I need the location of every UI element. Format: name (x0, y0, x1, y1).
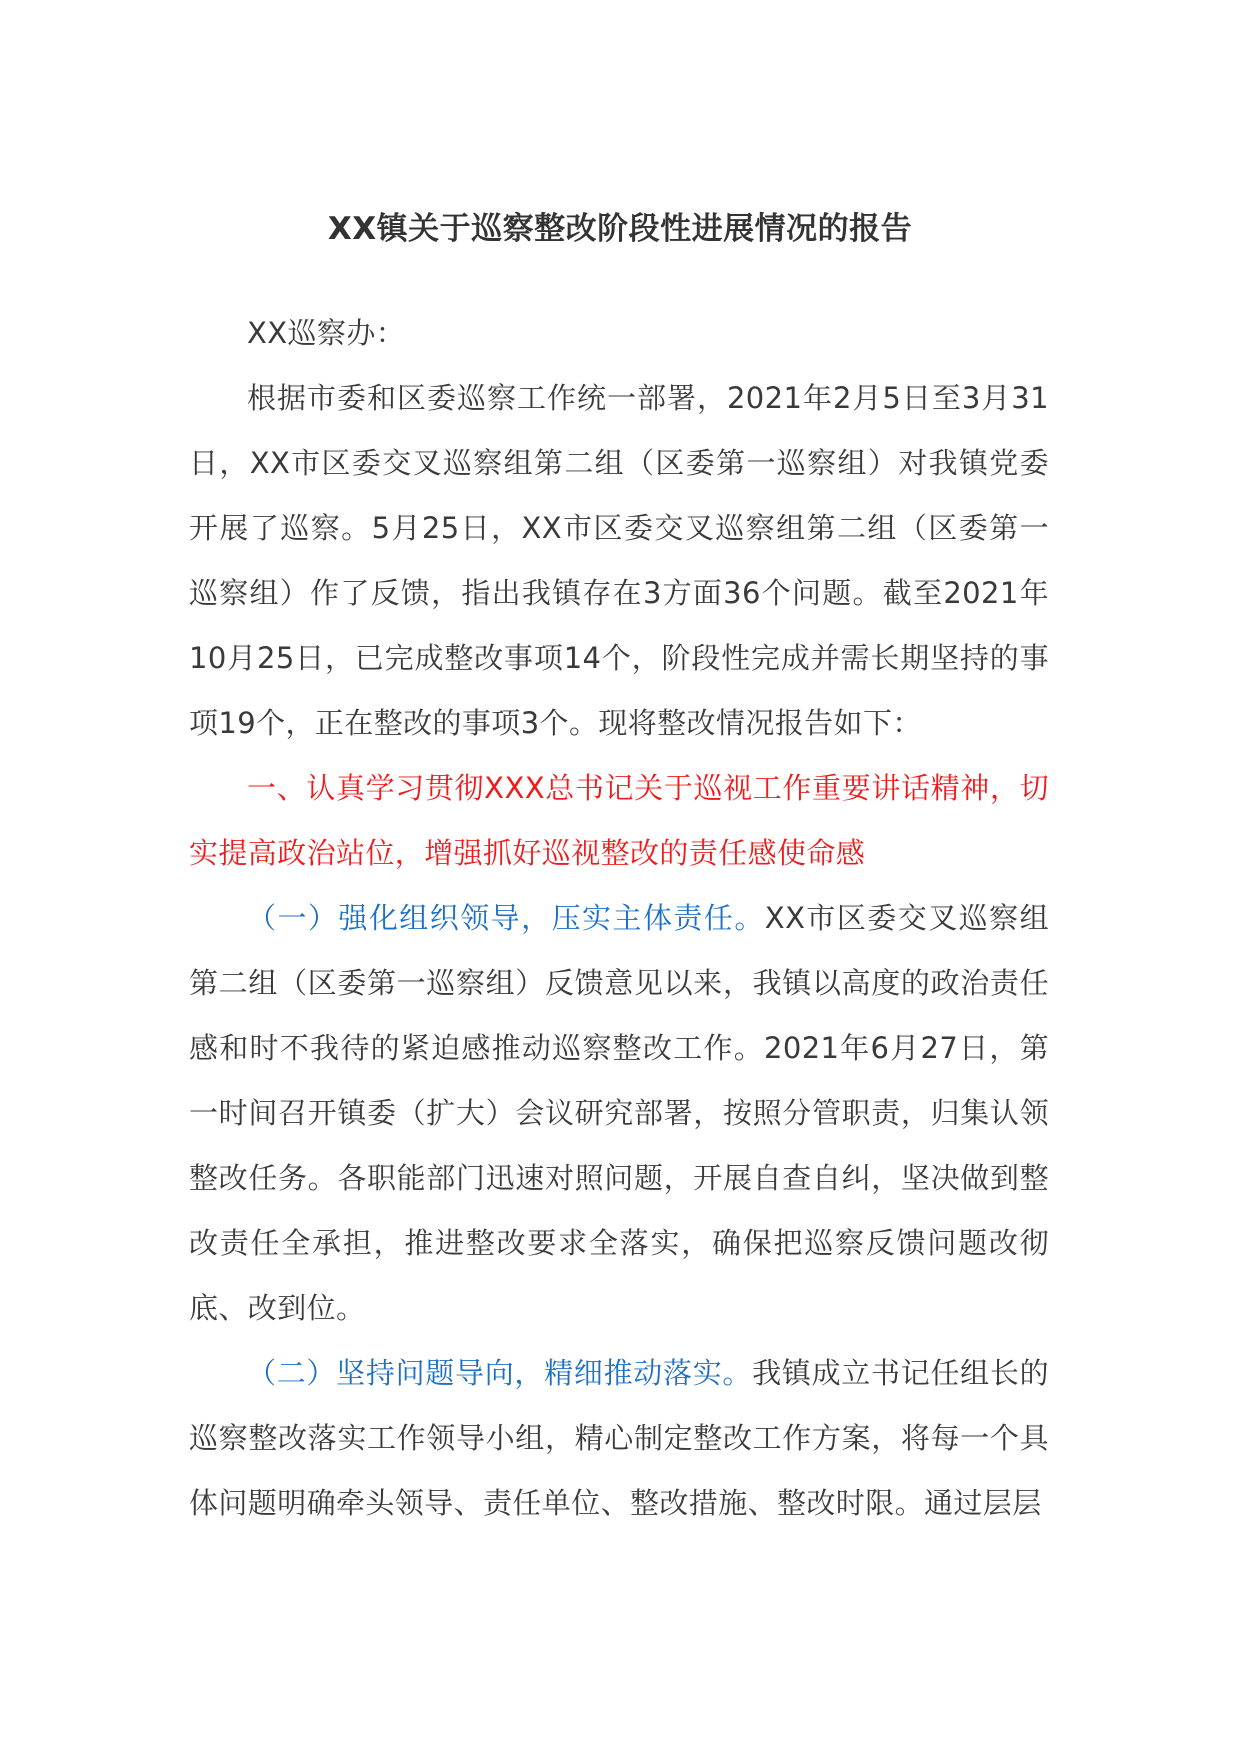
intro-paragraph: 根据市委和区委巡察工作统一部署，2021年2月5日至3月31日，XX市区委交叉巡察组第二组（区委第一巡察组）对我镇党委开展了巡察。5月25日，XX市区委交叉巡察组第二组（区委第一巡察组）作了反馈，指出我镇存在3方面36个问题。截至2021年10月25日，已完成整改事项14个，阶段性完成并需长期坚持的事项19个，正在整改的事项3个。现将整改情况报告如下： (189, 381, 1049, 740)
document-title: XX镇关于巡察整改阶段性进展情况的报告 (327, 211, 913, 247)
salutation: XX巡察办： (247, 316, 406, 350)
item-text-1: XX市区委交叉巡察组第二组（区委第一巡察组）反馈意见以来，我镇以高度的政治责任感和时不我待的紧迫感推动巡察整改工作。2021年6月27日，第一时间召开镇委（扩大）会议研究部署，按照分管职责，归集认领整改任务。各职能部门迅速对照问题，开展自查自纠，坚决做到整改责任全承担，推进整改要求全落实，确保把巡察反馈问题改彻底、改到位。 (189, 901, 1049, 1325)
item-text-2: 我镇成立书记任组长的巡察整改落实工作领导小组，精心制定整改工作方案，将每一个具体问题明确牵头领导、责任单位、整改措施、整改时限。通过层层 (189, 1356, 1049, 1520)
item-paragraph-2 (189, 1341, 1049, 1536)
document-body (189, 301, 1049, 1536)
item-heading-2: （二）坚持问题导向，精细推动落实。 (247, 1356, 753, 1390)
item-heading-1: （一）强化组织领导，压实主体责任。 (247, 901, 765, 935)
section-heading-1: 一、认真学习贯彻XXX总书记关于巡视工作重要讲话精神，切实提高政治站位，增强抓好巡视整改的责任感使命感 (189, 771, 1049, 870)
item-paragraph-1 (189, 886, 1049, 1341)
